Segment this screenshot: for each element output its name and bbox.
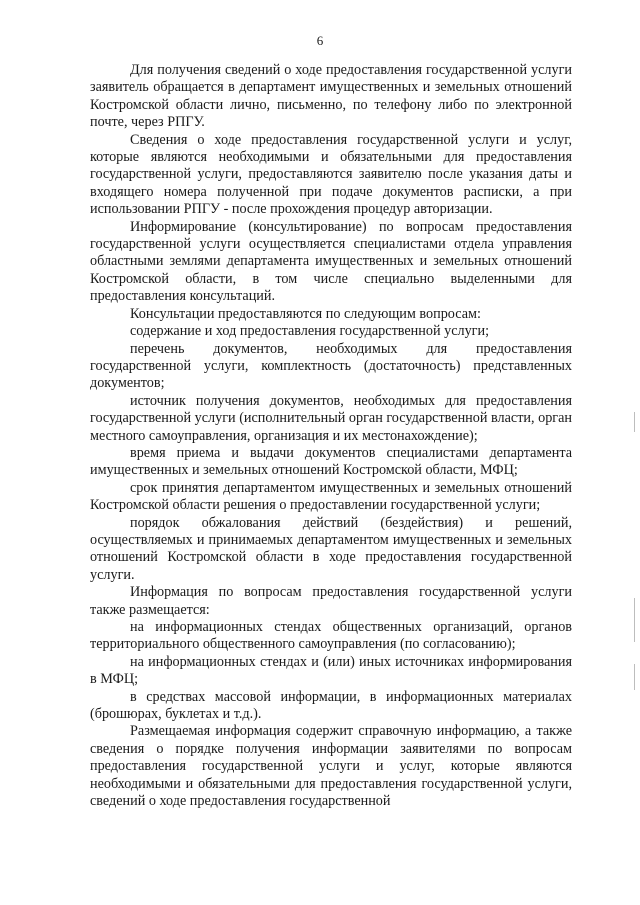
list-item-documents-source: источник получения документов, необходимых для предоставления государственной услуги (исполнительный орган государственной власти, орган местного самоуправления, организация и их местонахождение); xyxy=(90,392,572,444)
list-item-appeal-procedure: порядок обжалования действий (бездействия) и решений, осуществляемых и принимаемых департаментом имущественных и земельных отношений Костромской области в ходе предоставления государственной услуги. xyxy=(90,514,572,583)
list-item-mass-media: в средствах массовой информации, в информационных материалах (брошюрах, буклетах и т.д.). xyxy=(90,688,572,723)
paragraph-info-placement-intro: Информация по вопросам предоставления государственной услуги также размещается: xyxy=(90,584,572,618)
paragraph-consulting: Информирование (консультирование) по вопросам предоставления государственной услуги осуществляется специалистами отдела управления областными землями департамента имущественных и земельных отношений Костромской области, в том числе специально выделенными для предоставления консультаций. xyxy=(90,218,572,305)
list-item-mfc-stands: на информационных стендах и (или) иных источниках информирования в МФЦ; xyxy=(90,653,572,688)
list-item-public-stands: на информационных стендах общественных организаций, органов территориального общественного самоуправления (по согласованию); xyxy=(90,619,572,653)
paragraph-status-request: Для получения сведений о ходе предоставления государственной услуги заявитель обращается в департамент имущественных и земельных отношений Костромской области лично, письменно, по телефону либо по электронной почте, через РПГУ. xyxy=(90,62,572,131)
page-number: 6 xyxy=(316,33,324,48)
document-body xyxy=(90,62,572,810)
paragraph-consult-topics-intro: Консультации предоставляются по следующим вопросам: xyxy=(130,305,481,322)
list-item-documents-list: перечень документов, необходимых для предоставления государственной услуги, комплектность (достаточность) представленных документов; xyxy=(90,340,572,392)
scan-edge-mark xyxy=(634,598,635,642)
list-item-decision-term: срок принятия департаментом имущественных и земельных отношений Костромской области решения о предоставлении государственной услуги; xyxy=(90,479,572,514)
list-item-reception-time: время приема и выдачи документов специалистами департамента имущественных и земельных отношений Костромской области, МФЦ; xyxy=(90,444,572,479)
scan-edge-mark xyxy=(634,664,635,690)
paragraph-published-info: Размещаемая информация содержит справочную информацию, а также сведения о порядке получения информации заявителями по вопросам предоставления государственной услуги и услуг, которые являются необходимыми и обязательными для предоставления государственной услуги, сведений о ходе предоставления государственной xyxy=(90,723,572,810)
paragraph-status-info: Сведения о ходе предоставления государственной услуги и услуг, которые являются необходимыми и обязательными для предоставления государственной услуги, предоставляются заявителю после указания даты и входящего номера полученной при подаче документов расписки, а при использовании РПГУ - после прохождения процедур авторизации. xyxy=(90,131,572,218)
scan-edge-mark xyxy=(634,412,635,432)
list-item-content-progress: содержание и ход предоставления государственной услуги; xyxy=(130,323,490,340)
